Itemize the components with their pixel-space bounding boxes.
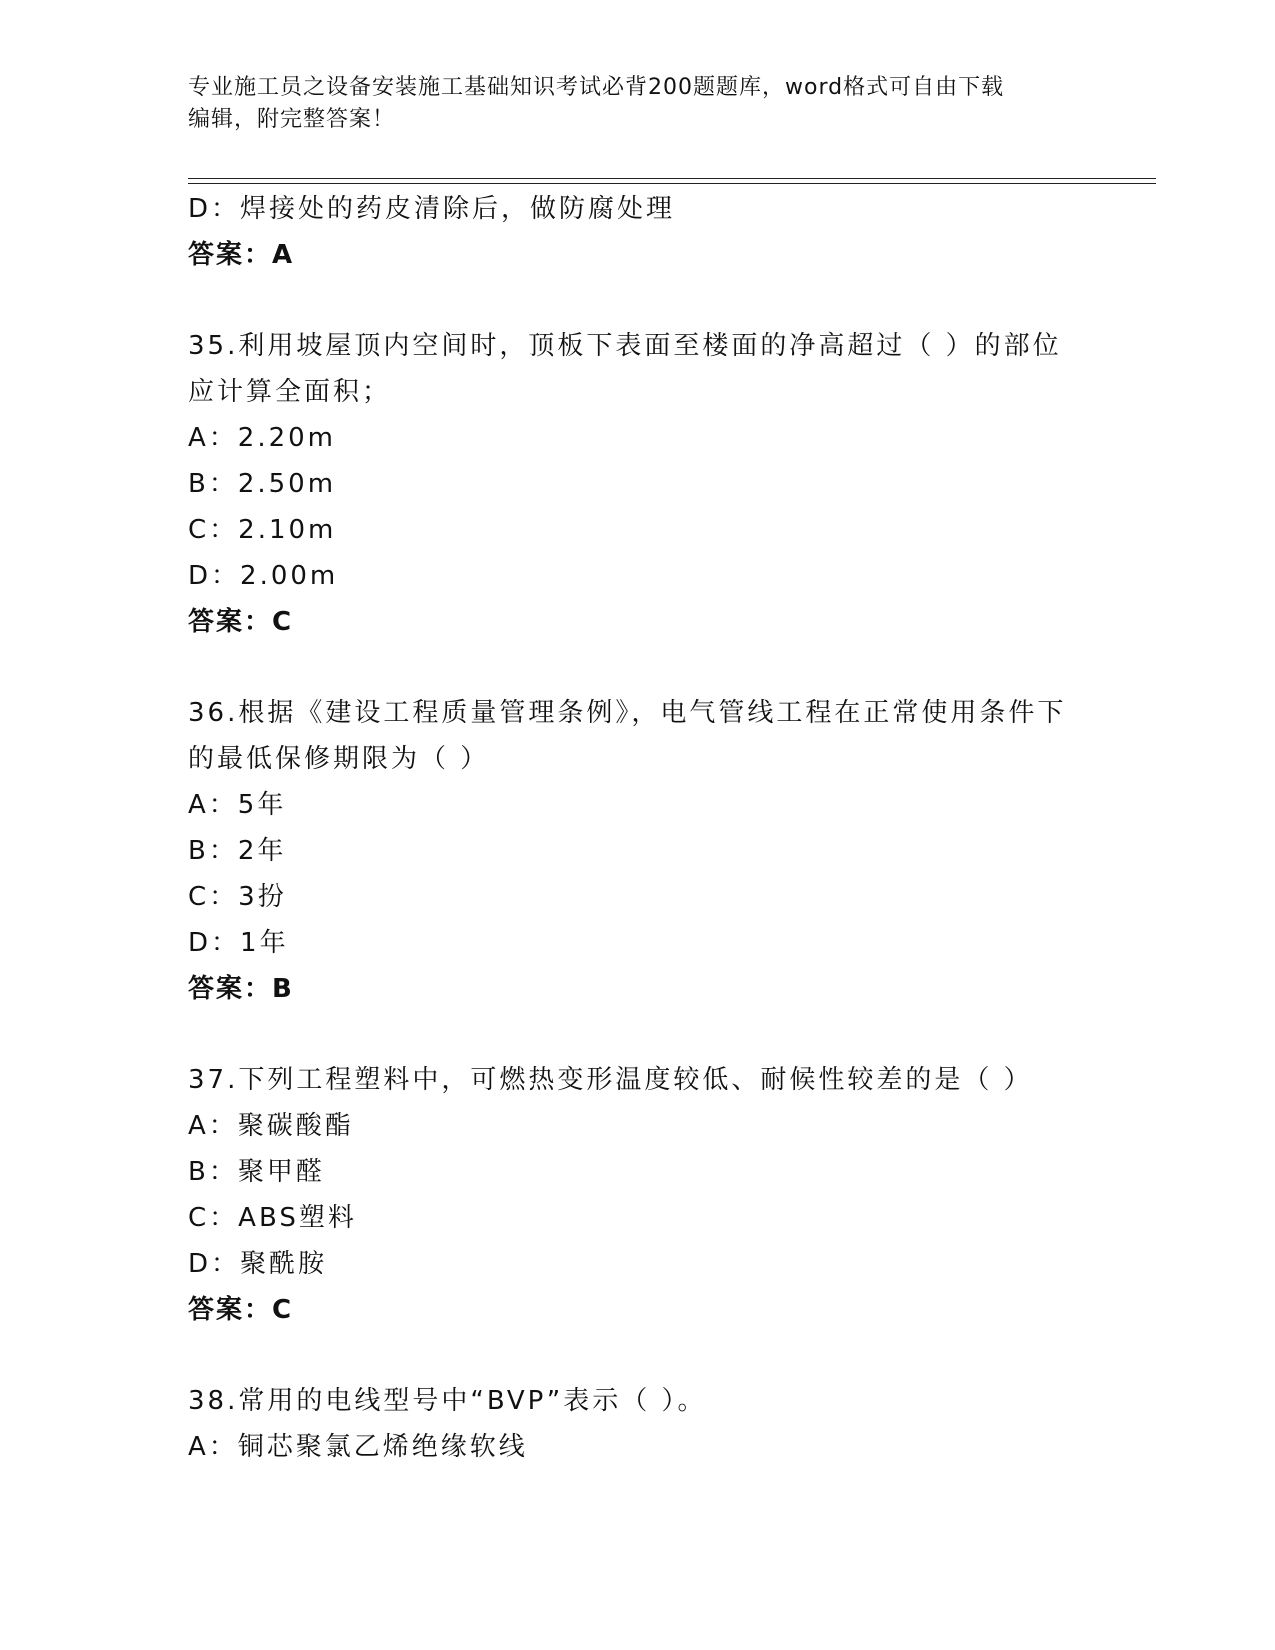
option-d: D：1年 (188, 928, 289, 958)
question-stem: 38.常用的电线型号中“BVP”表示（ ）。 (188, 1386, 707, 1416)
header-line-2: 编辑，附完整答案！ (188, 107, 396, 132)
question-38 (188, 1378, 1088, 1470)
header-line-1: 专业施工员之设备安装施工基础知识考试必背200题题库，word格式可自由下载 (188, 75, 1005, 100)
carryover-block (188, 186, 1088, 278)
answer-line: 答案：C (188, 1295, 294, 1325)
answer-line: 答案：B (188, 974, 294, 1004)
question-stem: 37.下列工程塑料中，可燃热变形温度较低、耐候性较差的是（ ） (188, 1065, 1033, 1095)
question-stem: 应计算全面积； (188, 377, 392, 407)
question-stem: 的最低保修期限为（ ） (188, 744, 490, 774)
option-b: B：2年 (188, 836, 287, 866)
header-divider-bottom (188, 183, 1156, 184)
option-a: A：铜芯聚氯乙烯绝缘软线 (188, 1432, 528, 1462)
option-c: C：ABS塑料 (188, 1203, 357, 1233)
question-stem: 35.利用坡屋顶内空间时，顶板下表面至楼面的净高超过（ ）的部位 (188, 331, 1062, 361)
question-36 (188, 690, 1088, 1012)
answer-line: 答案：A (188, 240, 295, 270)
option-a: A：2.20m (188, 423, 337, 453)
question-list (188, 186, 1088, 1470)
question-35 (188, 323, 1088, 645)
option-c: C：2.10m (188, 515, 337, 545)
option-a: A：聚碳酸酯 (188, 1111, 354, 1141)
answer-line: 答案：C (188, 607, 294, 637)
question-37 (188, 1057, 1088, 1333)
document-header (188, 72, 1088, 136)
header-divider-top (188, 178, 1156, 179)
option-c: C：3扮 (188, 882, 287, 912)
option-d: D：聚酰胺 (188, 1249, 328, 1279)
option-d: D：焊接处的药皮清除后，做防腐处理 (188, 194, 676, 224)
option-b: B：聚甲醛 (188, 1157, 325, 1187)
option-d: D：2.00m (188, 561, 339, 591)
option-a: A：5年 (188, 790, 287, 820)
option-b: B：2.50m (188, 469, 337, 499)
question-stem: 36.根据《建设工程质量管理条例》，电气管线工程在正常使用条件下 (188, 698, 1067, 728)
